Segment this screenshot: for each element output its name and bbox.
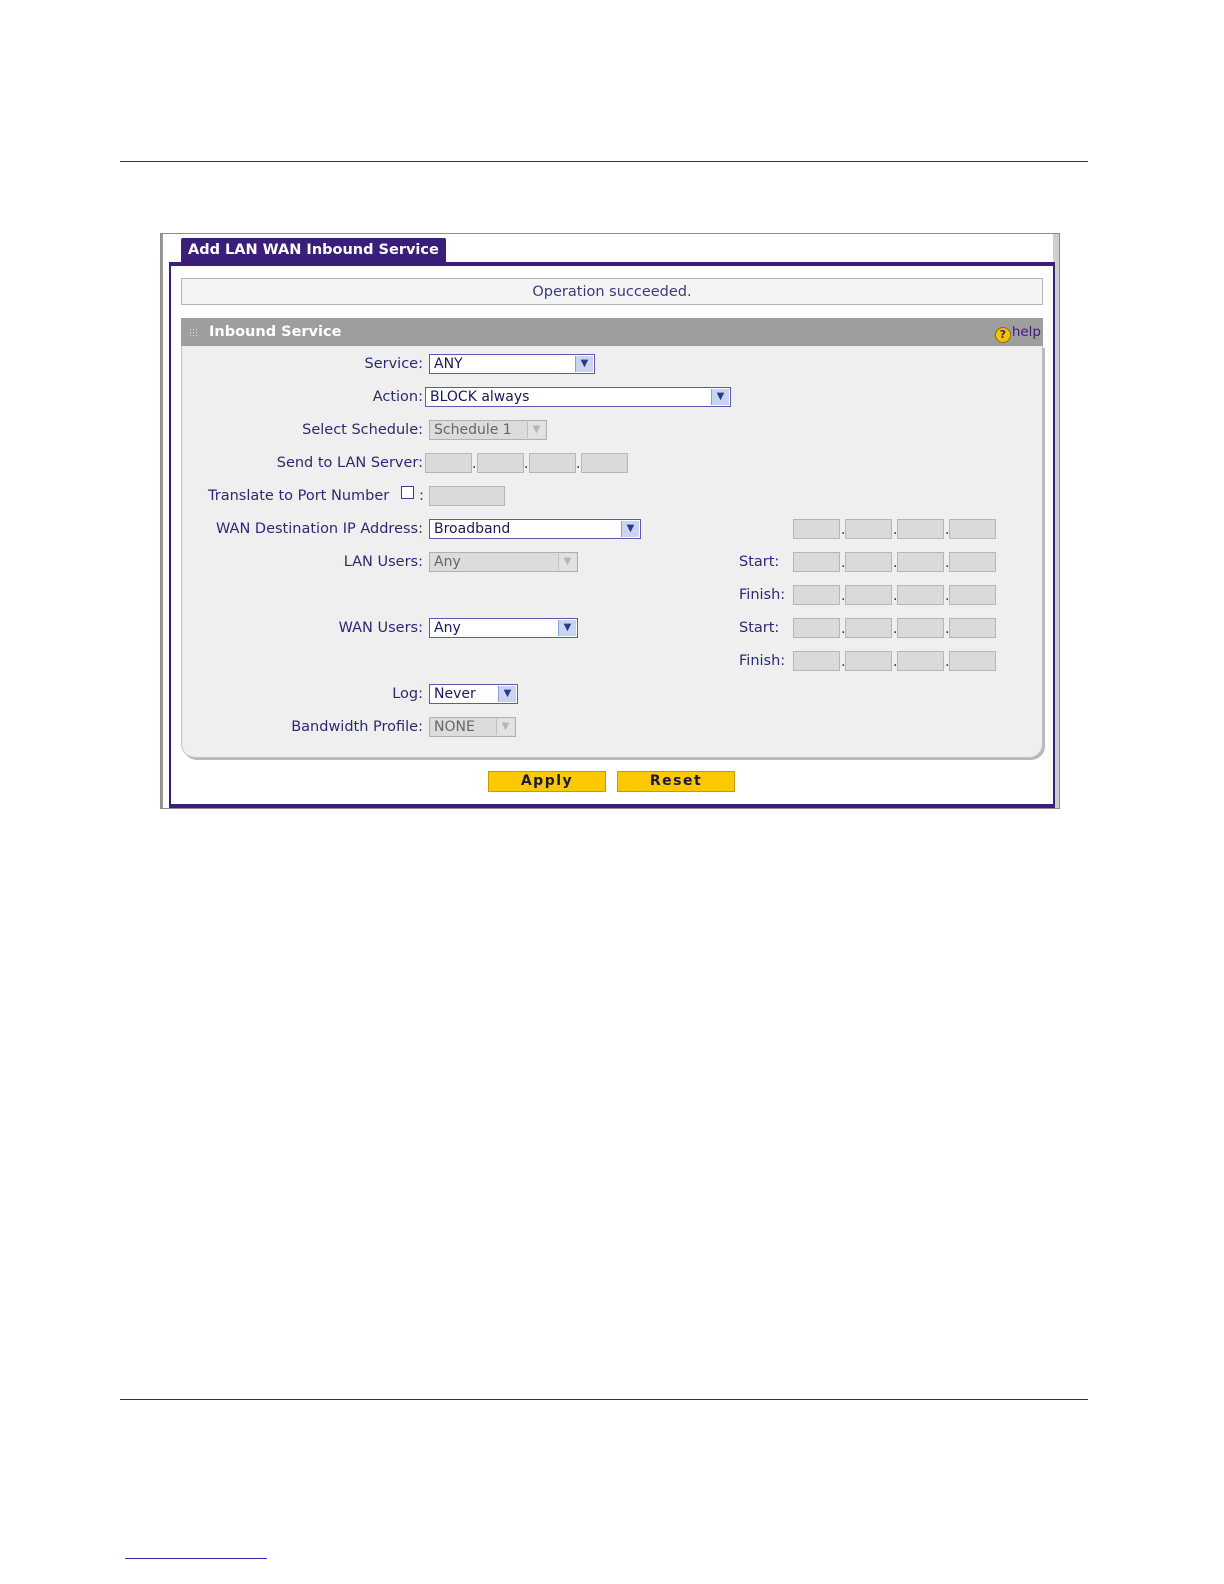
- wan-finish-ip-octet-1[interactable]: [793, 651, 840, 671]
- ip-dot: .: [945, 621, 950, 637]
- lan-server-ip-octet-2[interactable]: [477, 453, 524, 473]
- lan-finish-ip-octet-1[interactable]: [793, 585, 840, 605]
- wan-dest-value: Broadband: [434, 521, 511, 537]
- bandwidth-value: NONE: [434, 719, 475, 735]
- service-label: Service:: [364, 356, 423, 372]
- ip-dot: .: [576, 456, 581, 472]
- wan-dest-label: WAN Destination IP Address:: [216, 521, 423, 537]
- schedule-value: Schedule 1: [434, 422, 512, 438]
- lan-finish-ip-octet-2[interactable]: [845, 585, 892, 605]
- ip-dot: .: [472, 456, 477, 472]
- ip-dot: .: [945, 588, 950, 604]
- chevron-down-icon: ▼: [558, 554, 576, 570]
- ip-dot: .: [945, 522, 950, 538]
- lan-start-ip-octet-1[interactable]: [793, 552, 840, 572]
- ip-dot: .: [893, 588, 898, 604]
- schedule-label: Select Schedule:: [302, 422, 423, 438]
- section-header: [181, 318, 1043, 346]
- section-title: Inbound Service: [209, 324, 342, 340]
- ip-dot: .: [841, 555, 846, 571]
- action-label: Action:: [372, 389, 423, 405]
- ip-dot: .: [945, 654, 950, 670]
- lan-server-ip-octet-1[interactable]: [425, 453, 472, 473]
- ip-dot: .: [524, 456, 529, 472]
- translate-port-colon: :: [419, 488, 424, 504]
- chevron-down-icon: ▼: [558, 620, 576, 636]
- service-value: ANY: [434, 356, 463, 372]
- wan-users-select[interactable]: [429, 618, 578, 638]
- bandwidth-label: Bandwidth Profile:: [291, 719, 423, 735]
- reset-button[interactable]: Reset: [617, 771, 735, 792]
- bandwidth-select[interactable]: [429, 717, 516, 737]
- action-select[interactable]: [425, 387, 731, 407]
- footer-link-underline: [125, 1558, 267, 1559]
- wan-finish-ip-octet-3[interactable]: [897, 651, 944, 671]
- chevron-down-icon: ▼: [575, 356, 593, 372]
- ip-dot: .: [893, 555, 898, 571]
- help-label: help: [1011, 324, 1041, 340]
- ip-dot: .: [893, 621, 898, 637]
- lan-users-label: LAN Users:: [343, 554, 423, 570]
- tab-add-lan-wan-inbound-service[interactable]: Add LAN WAN Inbound Service: [181, 238, 446, 262]
- lan-start-ip-octet-2[interactable]: [845, 552, 892, 572]
- lan-finish-ip-octet-3[interactable]: [897, 585, 944, 605]
- wan-users-label: WAN Users:: [338, 620, 423, 636]
- wan-start-ip-octet-2[interactable]: [845, 618, 892, 638]
- status-message: Operation succeeded.: [181, 278, 1043, 305]
- lan-users-select[interactable]: [429, 552, 578, 572]
- wan-start-ip-octet-1[interactable]: [793, 618, 840, 638]
- bottom-rule: [120, 1399, 1088, 1400]
- send-to-lan-label: Send to LAN Server:: [276, 455, 423, 471]
- screenshot-window: [160, 233, 1060, 809]
- wan-dest-ip-octet-2[interactable]: [845, 519, 892, 539]
- lan-users-value: Any: [434, 554, 461, 570]
- ip-dot: .: [841, 588, 846, 604]
- chevron-down-icon: ▼: [621, 521, 639, 537]
- service-select[interactable]: [429, 354, 595, 374]
- ip-dot: .: [841, 522, 846, 538]
- grip-icon: [189, 328, 198, 337]
- action-value: BLOCK always: [430, 389, 530, 405]
- wan-dest-select[interactable]: [429, 519, 641, 539]
- translate-port-label: Translate to Port Number: [208, 488, 390, 504]
- wan-finish-ip-octet-4[interactable]: [949, 651, 996, 671]
- schedule-select[interactable]: [429, 420, 547, 440]
- chevron-down-icon: ▼: [527, 422, 545, 438]
- lan-users-finish-label: Finish:: [739, 587, 786, 603]
- lan-start-ip-octet-4[interactable]: [949, 552, 996, 572]
- chevron-down-icon: ▼: [496, 719, 514, 735]
- lan-server-ip-octet-3[interactable]: [529, 453, 576, 473]
- lan-start-ip-octet-3[interactable]: [897, 552, 944, 572]
- chevron-down-icon: ▼: [498, 686, 516, 702]
- log-select[interactable]: [429, 684, 518, 704]
- wan-dest-ip-octet-4[interactable]: [949, 519, 996, 539]
- wan-start-ip-octet-3[interactable]: [897, 618, 944, 638]
- wan-users-start-label: Start:: [739, 620, 780, 636]
- translate-port-checkbox[interactable]: [401, 486, 414, 499]
- ip-dot: .: [945, 555, 950, 571]
- lan-finish-ip-octet-4[interactable]: [949, 585, 996, 605]
- ip-dot: .: [841, 621, 846, 637]
- log-value: Never: [434, 686, 476, 702]
- top-rule: [120, 161, 1088, 162]
- help-link[interactable]: [995, 318, 1041, 346]
- lan-server-ip-octet-4[interactable]: [581, 453, 628, 473]
- help-icon: ?: [995, 327, 1011, 343]
- chevron-down-icon: ▼: [711, 389, 729, 405]
- wan-start-ip-octet-4[interactable]: [949, 618, 996, 638]
- ip-dot: .: [893, 654, 898, 670]
- wan-users-finish-label: Finish:: [739, 653, 786, 669]
- ip-dot: .: [841, 654, 846, 670]
- translate-port-input[interactable]: [429, 486, 505, 506]
- apply-button[interactable]: Apply: [488, 771, 606, 792]
- ip-dot: .: [893, 522, 898, 538]
- log-label: Log:: [392, 686, 423, 702]
- lan-users-start-label: Start:: [739, 554, 780, 570]
- wan-users-value: Any: [434, 620, 461, 636]
- wan-dest-ip-octet-3[interactable]: [897, 519, 944, 539]
- wan-finish-ip-octet-2[interactable]: [845, 651, 892, 671]
- wan-dest-ip-octet-1[interactable]: [793, 519, 840, 539]
